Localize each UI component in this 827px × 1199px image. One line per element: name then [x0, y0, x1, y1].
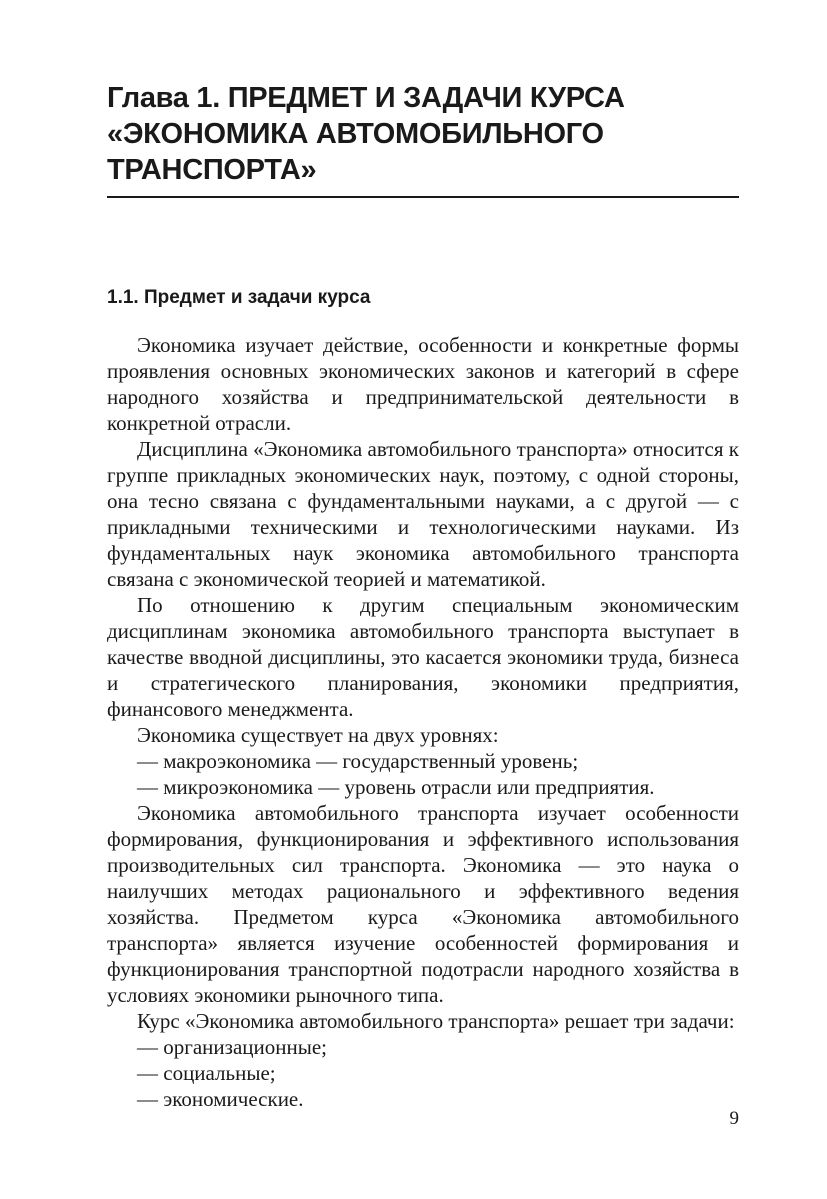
page-number: 9: [729, 1108, 739, 1129]
chapter-title-line: Глава 1. ПРЕДМЕТ И ЗАДАЧИ КУРСА: [107, 82, 625, 114]
paragraph: Дисциплина «Экономика автомобильного транспорта» относится к группе прикладных экономических наук, поэтому, с одной стороны, она тесно связана с фундаментальными науками, а с другой — с прикладными техническими и технологическими науками. Из фундаментальных наук экономика автомобильного транспорта связана с экономической теорией и математикой.: [107, 437, 739, 591]
body-text: [107, 332, 739, 1112]
paragraph: По отношению к другим специальным экономическим дисциплинам экономика автомобильного транспорта выступает в качестве вводной дисциплины, это касается экономики труда, бизнеса и стратегического планирования, экономики предприятия, финансового менеджмента.: [107, 593, 739, 721]
list-item: — социальные;: [137, 1061, 276, 1085]
paragraph: Экономика автомобильного транспорта изучает особенности формирования, функционирования и эффективного использования производительных сил транспорта. Экономика — это наука о наилучших методах рационального и эффективного ведения хозяйства. Предметом курса «Экономика автомобильного транспорта» является изучение особенностей формирования и функционирования транспортной подотрасли народного хозяйства в условиях экономики рыночного типа.: [107, 801, 739, 1007]
list-item: — организационные;: [137, 1035, 327, 1059]
paragraph: Экономика изучает действие, особенности и конкретные формы проявления основных экономических законов и категорий в сфере народного хозяйства и предпринимательской деятельности в конкретной отрасли.: [107, 333, 739, 435]
chapter-title: [107, 80, 739, 188]
chapter-title-line: ТРАНСПОРТА»: [107, 154, 317, 186]
paragraph: Курс «Экономика автомобильного транспорта» решает три задачи:: [137, 1009, 735, 1033]
list-item: — макроэкономика — государственный уровень;: [137, 749, 579, 773]
title-divider: [107, 196, 739, 198]
list-item: — микроэкономика — уровень отрасли или предприятия.: [137, 775, 655, 799]
paragraph: Экономика существует на двух уровнях:: [137, 723, 499, 747]
section-heading: 1.1. Предмет и задачи курса: [107, 287, 371, 308]
chapter-title-line: «ЭКОНОМИКА АВТОМОБИЛЬНОГО: [107, 118, 604, 150]
list-item: — экономические.: [137, 1087, 304, 1111]
